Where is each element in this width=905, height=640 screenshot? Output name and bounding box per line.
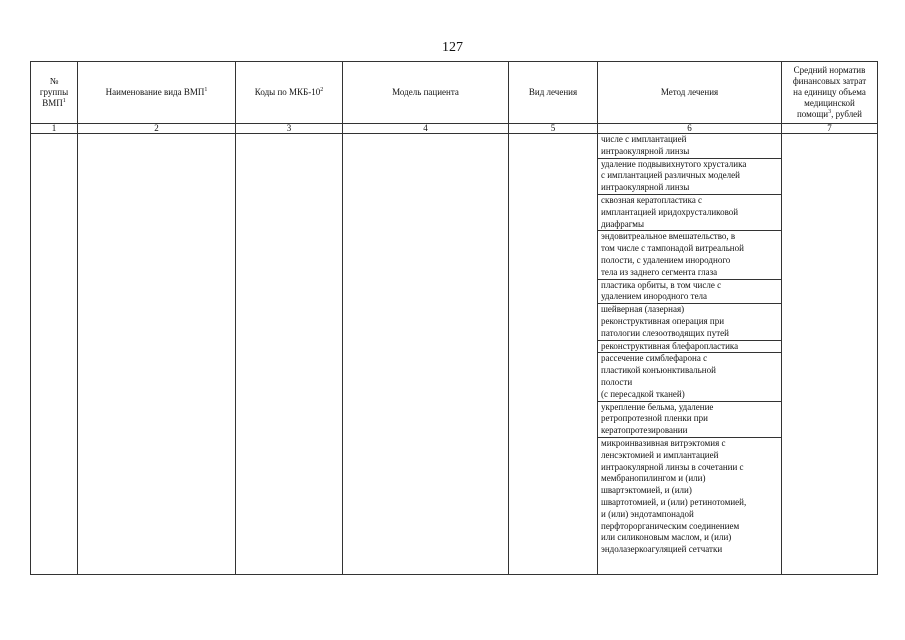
treatment-method-line: интраокулярной линзы: [601, 182, 690, 193]
treatment-method-line: том числе с тампонадой витреальной: [601, 243, 744, 254]
treatment-method-cell: [598, 134, 782, 575]
treatment-method-item: [598, 159, 781, 195]
treatment-method-item: [598, 402, 781, 438]
treatment-method-line: или силиконовым маслом, и (или): [601, 532, 732, 543]
patient-model-cell: [343, 134, 509, 575]
treatment-method-line: имплантацией иридохрусталиковой: [601, 206, 739, 217]
treatment-method-item: [598, 195, 781, 231]
header-icd-codes: Коды по МКБ-$10^2$: [236, 62, 343, 124]
treatment-method-line: патологии слезоотводящих путей: [601, 327, 729, 338]
treatment-method-line: эндовитреальное вмешательство, в: [601, 231, 736, 242]
treatment-method-line: ретропротезной пленки при: [601, 413, 708, 424]
treatment-method-item: [598, 438, 781, 556]
treatment-method-item: [598, 231, 781, 279]
treatment-method-line: (с пересадкой тканей): [601, 388, 685, 399]
treatment-method-line: рассечение симблефарона с: [601, 353, 708, 364]
column-number: 7: [782, 124, 878, 134]
column-number-row: [31, 124, 878, 134]
treatment-method-line: удалением инородного тела: [601, 291, 708, 302]
vmp-name-cell: [78, 134, 236, 575]
treatment-method-line: диафрагмы: [601, 218, 645, 229]
treatment-method-item: [598, 304, 781, 340]
treatment-method-list: [598, 134, 781, 556]
treatment-method-line: тела из заднего сегмента глаза: [601, 266, 718, 277]
treatment-method-line: кератопротезировании: [601, 425, 688, 436]
column-number: 6: [598, 124, 782, 134]
treatment-method-line: интраокулярной линзы: [601, 145, 690, 156]
header-vmp-name: Наименование вида ВМП$^1$: [78, 62, 236, 124]
treatment-method-line: ленсэктомией и имплантацией: [601, 449, 719, 460]
treatment-method-line: удаление подвывихнутого хрусталика: [601, 158, 747, 169]
treatment-type-cell: [509, 134, 598, 575]
treatment-method-line: пластика орбиты, в том числе с: [601, 279, 722, 290]
table-row: [31, 134, 878, 575]
treatment-method-line: интраокулярной линзы в сочетании с: [601, 461, 744, 472]
header-treatment-type: Вид лечения: [509, 62, 598, 124]
icd-codes-cell: [236, 134, 343, 575]
treatment-method-item: [598, 134, 781, 159]
treatment-method-line: и (или) эндотампонадой: [601, 508, 694, 519]
page-number: 127: [442, 40, 463, 55]
header-cost-standard: Средний норматив финансовых затрат на единицу объема медицинской помощи$^3$, рублей: [782, 62, 878, 124]
treatment-method-line: полости, с удалением инородного: [601, 254, 731, 265]
treatment-method-line: шейверная (лазерная): [601, 304, 685, 315]
header-row: [31, 62, 878, 124]
group-number-cell: [31, 134, 78, 575]
cost-standard-cell: [782, 134, 878, 575]
column-number: 2: [78, 124, 236, 134]
treatment-method-line: сквозная кератопластика с: [601, 194, 703, 205]
treatment-method-line: швартэктомией, и (или): [601, 485, 692, 496]
treatment-method-line: пластикой конъюнктивальной: [601, 365, 716, 376]
treatment-method-line: мембранопилингом и (или): [601, 473, 706, 484]
treatment-method-line: укрепление бельма, удаление: [601, 401, 714, 412]
treatment-method-line: эндолазеркоагуляцией сетчатки: [601, 544, 723, 555]
column-number: 5: [509, 124, 598, 134]
header-treatment-method: Метод лечения: [598, 62, 782, 124]
treatment-method-line: микроинвазивная витрэктомия с: [601, 437, 726, 448]
column-number: 3: [236, 124, 343, 134]
treatment-method-line: реконструктивная блефаропластика: [601, 340, 739, 351]
treatment-method-item: [598, 280, 781, 305]
treatment-table: [30, 61, 878, 575]
header-group-number: № группы ВМП$^1$: [31, 62, 78, 124]
treatment-method-line: полости: [601, 376, 633, 387]
header-patient-model: Модель пациента: [343, 62, 509, 124]
treatment-method-item: [598, 341, 781, 354]
treatment-method-line: с имплантацией различных моделей: [601, 170, 740, 181]
treatment-method-item: [598, 353, 781, 401]
treatment-method-line: числе с имплантацией: [601, 134, 687, 144]
treatment-method-line: швартотомией, и (или) ретинотомией,: [601, 496, 747, 507]
column-number: 1: [31, 124, 78, 134]
column-number: 4: [343, 124, 509, 134]
treatment-method-line: перфторорганическим соединением: [601, 520, 740, 531]
treatment-method-line: реконструктивная операция при: [601, 315, 725, 326]
